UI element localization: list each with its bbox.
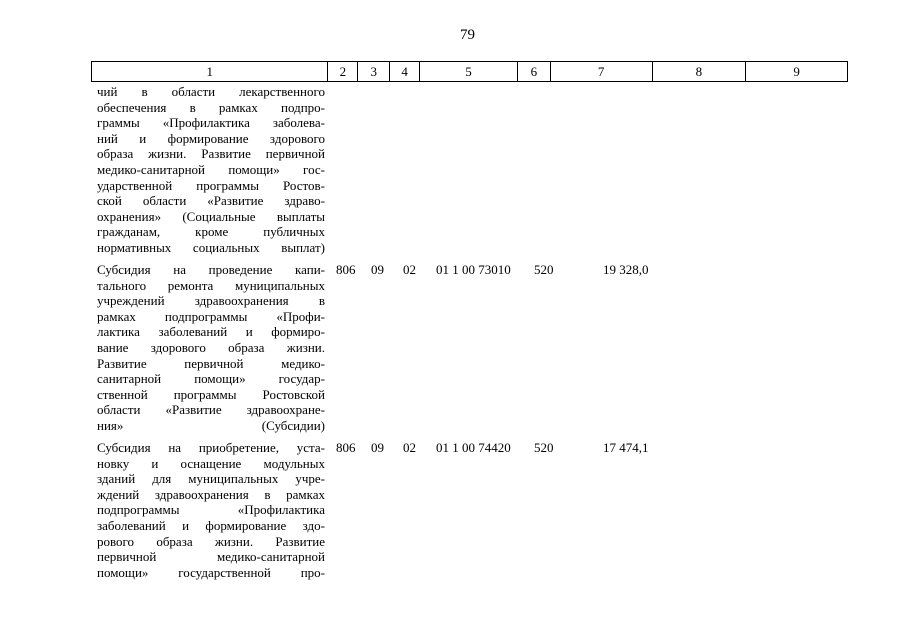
row-1-amount: 19 328,0 xyxy=(603,262,649,277)
row-1-line: тального ремонта муниципальных xyxy=(97,277,325,293)
row-0-description xyxy=(97,84,325,256)
row-2-expense-type: 520 xyxy=(534,440,554,455)
row-0-line: ударственной программы Ростов- xyxy=(97,177,325,193)
row-1-section: 09 xyxy=(371,262,384,277)
header-col-3: 3 xyxy=(358,62,390,81)
row-2-section: 09 xyxy=(371,440,384,455)
row-1-target-article: 01 1 00 73010 xyxy=(436,262,511,277)
row-2-line: помощи» государственной про- xyxy=(97,564,325,580)
row-1-line: рамках подпрограммы «Профи- xyxy=(97,308,325,324)
row-2-line: заболеваний и формирование здо- xyxy=(97,517,325,533)
page-number: 79 xyxy=(460,27,475,43)
header-col-6: 6 xyxy=(518,62,551,81)
row-1-line: Субсидия на проведение капи- xyxy=(97,262,325,277)
row-2-target-article: 01 1 00 74420 xyxy=(436,440,511,455)
row-1-line: ственной программы Ростовской xyxy=(97,386,325,402)
row-1-expense-type: 520 xyxy=(534,262,554,277)
row-0-line: медико-санитарной помощи» гос- xyxy=(97,161,325,177)
row-2-line: первичной медико-санитарной xyxy=(97,549,325,565)
row-0-line: ний и формирование здорового xyxy=(97,130,325,146)
row-2-line: рового образа жизни. Развитие xyxy=(97,533,325,549)
row-0-line: обеспечения в рамках подпро- xyxy=(97,99,325,115)
row-1-line: вание здорового образа жизни. xyxy=(97,339,325,355)
row-1-line: санитарной помощи» государ- xyxy=(97,371,325,387)
row-2-line: Субсидия на приобретение, уста- xyxy=(97,440,325,455)
row-1-line: учреждений здравоохранения в xyxy=(97,293,325,309)
row-2-line: зданий для муниципальных учре- xyxy=(97,471,325,487)
row-0-line: чий в области лекарственного xyxy=(97,84,325,99)
row-2-line: подпрограммы «Профилактика xyxy=(97,502,325,518)
row-0-line: охранения» (Социальные выплаты xyxy=(97,208,325,224)
header-col-4: 4 xyxy=(390,62,420,81)
table-header xyxy=(91,61,848,82)
row-1-subsection: 02 xyxy=(403,262,416,277)
row-1-description xyxy=(97,262,325,434)
row-2-code-ministry: 806 xyxy=(336,440,356,455)
row-1-line: ния» (Субсидии) xyxy=(97,417,325,433)
header-col-8: 8 xyxy=(653,62,747,81)
row-0-line: образа жизни. Развитие первичной xyxy=(97,146,325,162)
row-0-line: граммы «Профилактика заболева- xyxy=(97,115,325,131)
row-1-line: области «Развитие здравоохране- xyxy=(97,402,325,418)
row-2-line: ждений здравоохранения в рамках xyxy=(97,486,325,502)
header-col-5: 5 xyxy=(420,62,518,81)
row-2-subsection: 02 xyxy=(403,440,416,455)
header-col-1: 1 xyxy=(92,62,328,81)
row-0-line: ской области «Развитие здраво- xyxy=(97,193,325,209)
row-2-amount: 17 474,1 xyxy=(603,440,649,455)
row-2-line: новку и оснащение модульных xyxy=(97,455,325,471)
row-1-line: Развитие первичной медико- xyxy=(97,355,325,371)
row-1-line: лактика заболеваний и формиро- xyxy=(97,324,325,340)
row-0-line: гражданам, кроме публичных xyxy=(97,224,325,240)
row-0-line: нормативных социальных выплат) xyxy=(97,239,325,255)
header-col-9: 9 xyxy=(793,64,800,79)
header-col-2: 2 xyxy=(328,62,358,81)
row-2-description xyxy=(97,440,325,580)
header-col-7: 7 xyxy=(551,62,653,81)
row-1-code-ministry: 806 xyxy=(336,262,356,277)
